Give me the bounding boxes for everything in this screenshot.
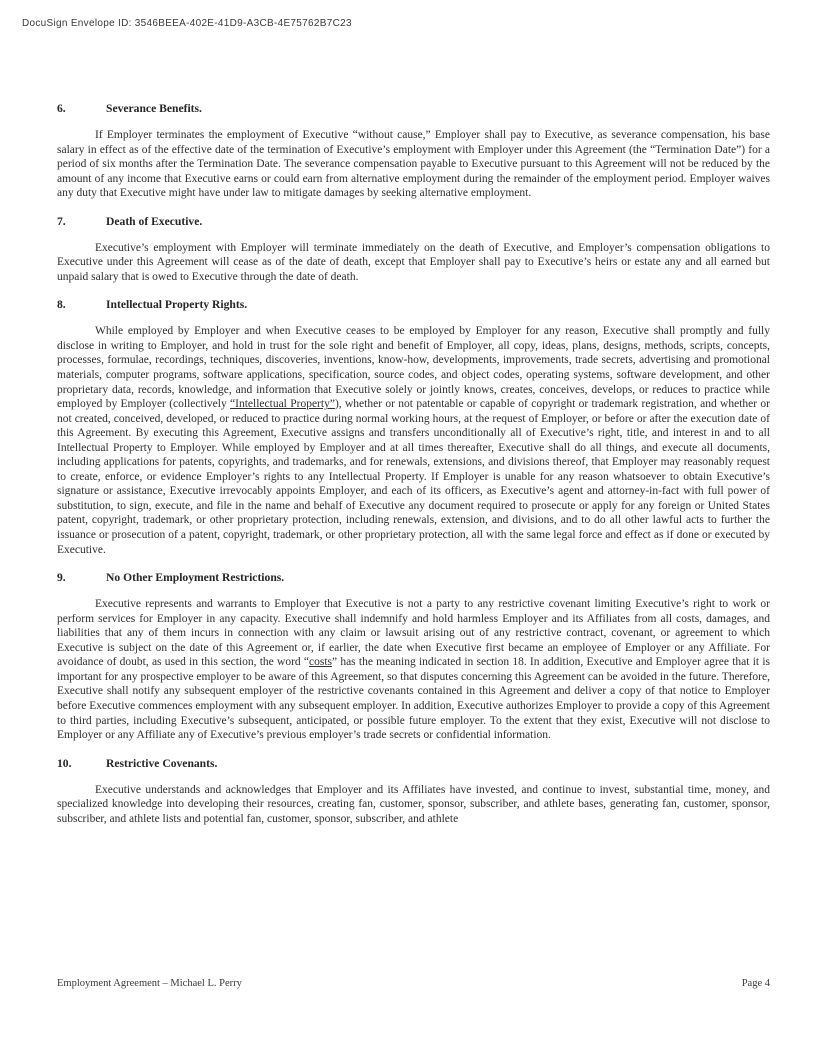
- section-paragraph: [57, 597, 770, 742]
- section-paragraph: [57, 128, 770, 201]
- footer-document-title: Employment Agreement – Michael L. Perry: [57, 978, 242, 989]
- section-title: No Other Employment Restrictions.: [106, 571, 285, 585]
- section-heading: [57, 571, 770, 584]
- section-paragraph: [57, 324, 770, 557]
- doc-section-9: [57, 571, 770, 742]
- text-run: ), whether or not patentable or capable of copyright or trademark registration, and whether or not created, conceived, developed, or reduced to practice during normal working hours, at the request of Employer, or before or after the execution date of this Agreement. By executing this Agreement, Executive assigns and transfers unconditionally all of Executive’s right, title, and interest in and to all Intellectual Property to Employer. While employed by Employer and at all times thereafter, Executive shall do all things, and execute all documents, including applications for patents, copyrights, and trademarks, and for renewals, extensions, and divisions thereof, that Employer may reasonably request to create, enforce, or evidence Employer’s rights to any Intellectual Property. If Employer is unable for any reason whatsoever to obtain Executive’s signature or assistance, Executive irrevocably appoints Employer, and each of its officers, as Executive’s agent and attorney-in-fact with full power of substitution, to sign, execute, and file in the name and behalf of Executive any document required to prosecute or apply for any foreign or United States patent, copyright, trademark, or other proprietary protection, including renewals, extension, and divisions, and to do all other lawful acts to further the issuance or prosecution of a patent, copyright, trademark, or other proprietary protection, all with the same legal force and effect as if done or executed by Executive.: [57, 398, 771, 556]
- section-paragraph: [57, 241, 770, 285]
- section-number: 7.: [57, 214, 66, 228]
- section-heading: [57, 215, 770, 228]
- section-number: 9.: [57, 571, 66, 585]
- doc-section-6: [57, 102, 770, 201]
- underlined-term: costs: [308, 656, 332, 669]
- section-title: Death of Executive.: [106, 214, 203, 228]
- doc-section-7: [57, 215, 770, 285]
- text-run: Executive understands and acknowledges that Employer and its Affiliates have invested, and continue to invest, substantial time, money, and specialized knowledge into developing their resources, creating fan, customer, sponsor, subscriber, and athlete bases, generating fan, customer, sponsor, subscriber, and athlete lists and potential fan, customer, sponsor, subscriber, and athlete: [57, 783, 770, 825]
- page-footer: [57, 978, 770, 989]
- text-run: ” has the meaning indicated in section 18. In addition, Executive and Employer agree that it is important for any prospective employer to be aware of this Agreement, so that disputes concerning this Agreement can be avoided in the future. Therefore, Executive shall notify any subsequent employer of the restrictive covenants contained in this Agreement and deliver a copy of that notice to Employer before Executive commences employment with any subsequent employer. In addition, Executive authorizes Employer to provide a copy of this Agreement to third parties, including Executive’s subsequent, anticipated, or possible future employer. To the extent that they exist, Executive will not disclose to Employer or any Affiliate any of Executive’s previous employer’s trade secrets or confidential information.: [57, 656, 770, 742]
- section-title: Restrictive Covenants.: [106, 756, 218, 770]
- docusign-envelope-id: DocuSign Envelope ID: 3546BEEA-402E-41D9-A3CB-4E75762B7C23: [22, 18, 352, 29]
- text-run: Executive’s employment with Employer will terminate immediately on the death of Executive, and Employer’s compensation obligations to Executive under this Agreement will cease as of the date of death, except that Employer shall pay to Executive’s heirs or estate any and all earned but unpaid salary that is owed to Executive through the date of death.: [57, 241, 770, 283]
- footer-page-number: Page 4: [741, 978, 770, 989]
- section-heading: [57, 757, 770, 770]
- section-heading: [57, 298, 770, 311]
- section-title: Severance Benefits.: [106, 102, 202, 115]
- text-run: While employed by Employer and when Executive ceases to be employed by Employer for any reason, Executive shall promptly and fully disclose in writing to Employer, and hold in trust for the sole right and benefit of Employer, all copy, ideas, plans, designs, methods, scripts, concepts, processes, formulae, recordings, techniques, discoveries, inventions, know-how, developments, improvements, trade secrets, advertising and promotional materials, computer programs, software applications, specification, source codes, and object codes, operating systems, software development, and other proprietary data, records, knowledge, and information that Executive solely or jointly knows, creates, conceives, develops, or reduces to practice while employed by Employer (collectively: [57, 325, 770, 411]
- text-run: If Employer terminates the employment of Executive “without cause,” Employer shall pay to Executive, as severance compensation, his base salary in effect as of the effective date of the termination of Executive’s employment with Employer under this Agreement (the “Termination Date”) for a period of six months after the Termination Date. The severance compensation payable to Executive pursuant to this Agreement will not be reduced by the amount of any income that Executive earns or could earn from alternative employment during the remainder of the employment period. Employer waives any duty that Executive might have under law to mitigate damages by seeking alternative employment.: [57, 129, 770, 200]
- section-number: 8.: [57, 298, 66, 312]
- section-heading: [57, 102, 770, 115]
- section-number: 6.: [57, 102, 66, 115]
- doc-section-8: [57, 298, 770, 557]
- section-number: 10.: [57, 756, 72, 770]
- doc-section-10: [57, 757, 770, 827]
- section-title: Intellectual Property Rights.: [106, 298, 248, 312]
- text-run: Executive represents and warrants to Employer that Executive is not a party to any restrictive covenant limiting Executive’s right to work or perform services for Employer in any capacity. Executive shall indemnify and hold harmless Employer and its Affiliates from all costs, damages, and liabilities that any of them incurs in connection with any claim or lawsuit arising out of any restrictive contract, covenant, or agreement to which Executive is subject on the date of this Agreement or, if earlier, the date when Executive first became an employee of Employer or any Affiliate. For avoidance of doubt, as used in this section, the word “: [57, 598, 770, 669]
- underlined-term: “Intellectual Property”: [230, 398, 335, 411]
- section-paragraph: [57, 783, 770, 827]
